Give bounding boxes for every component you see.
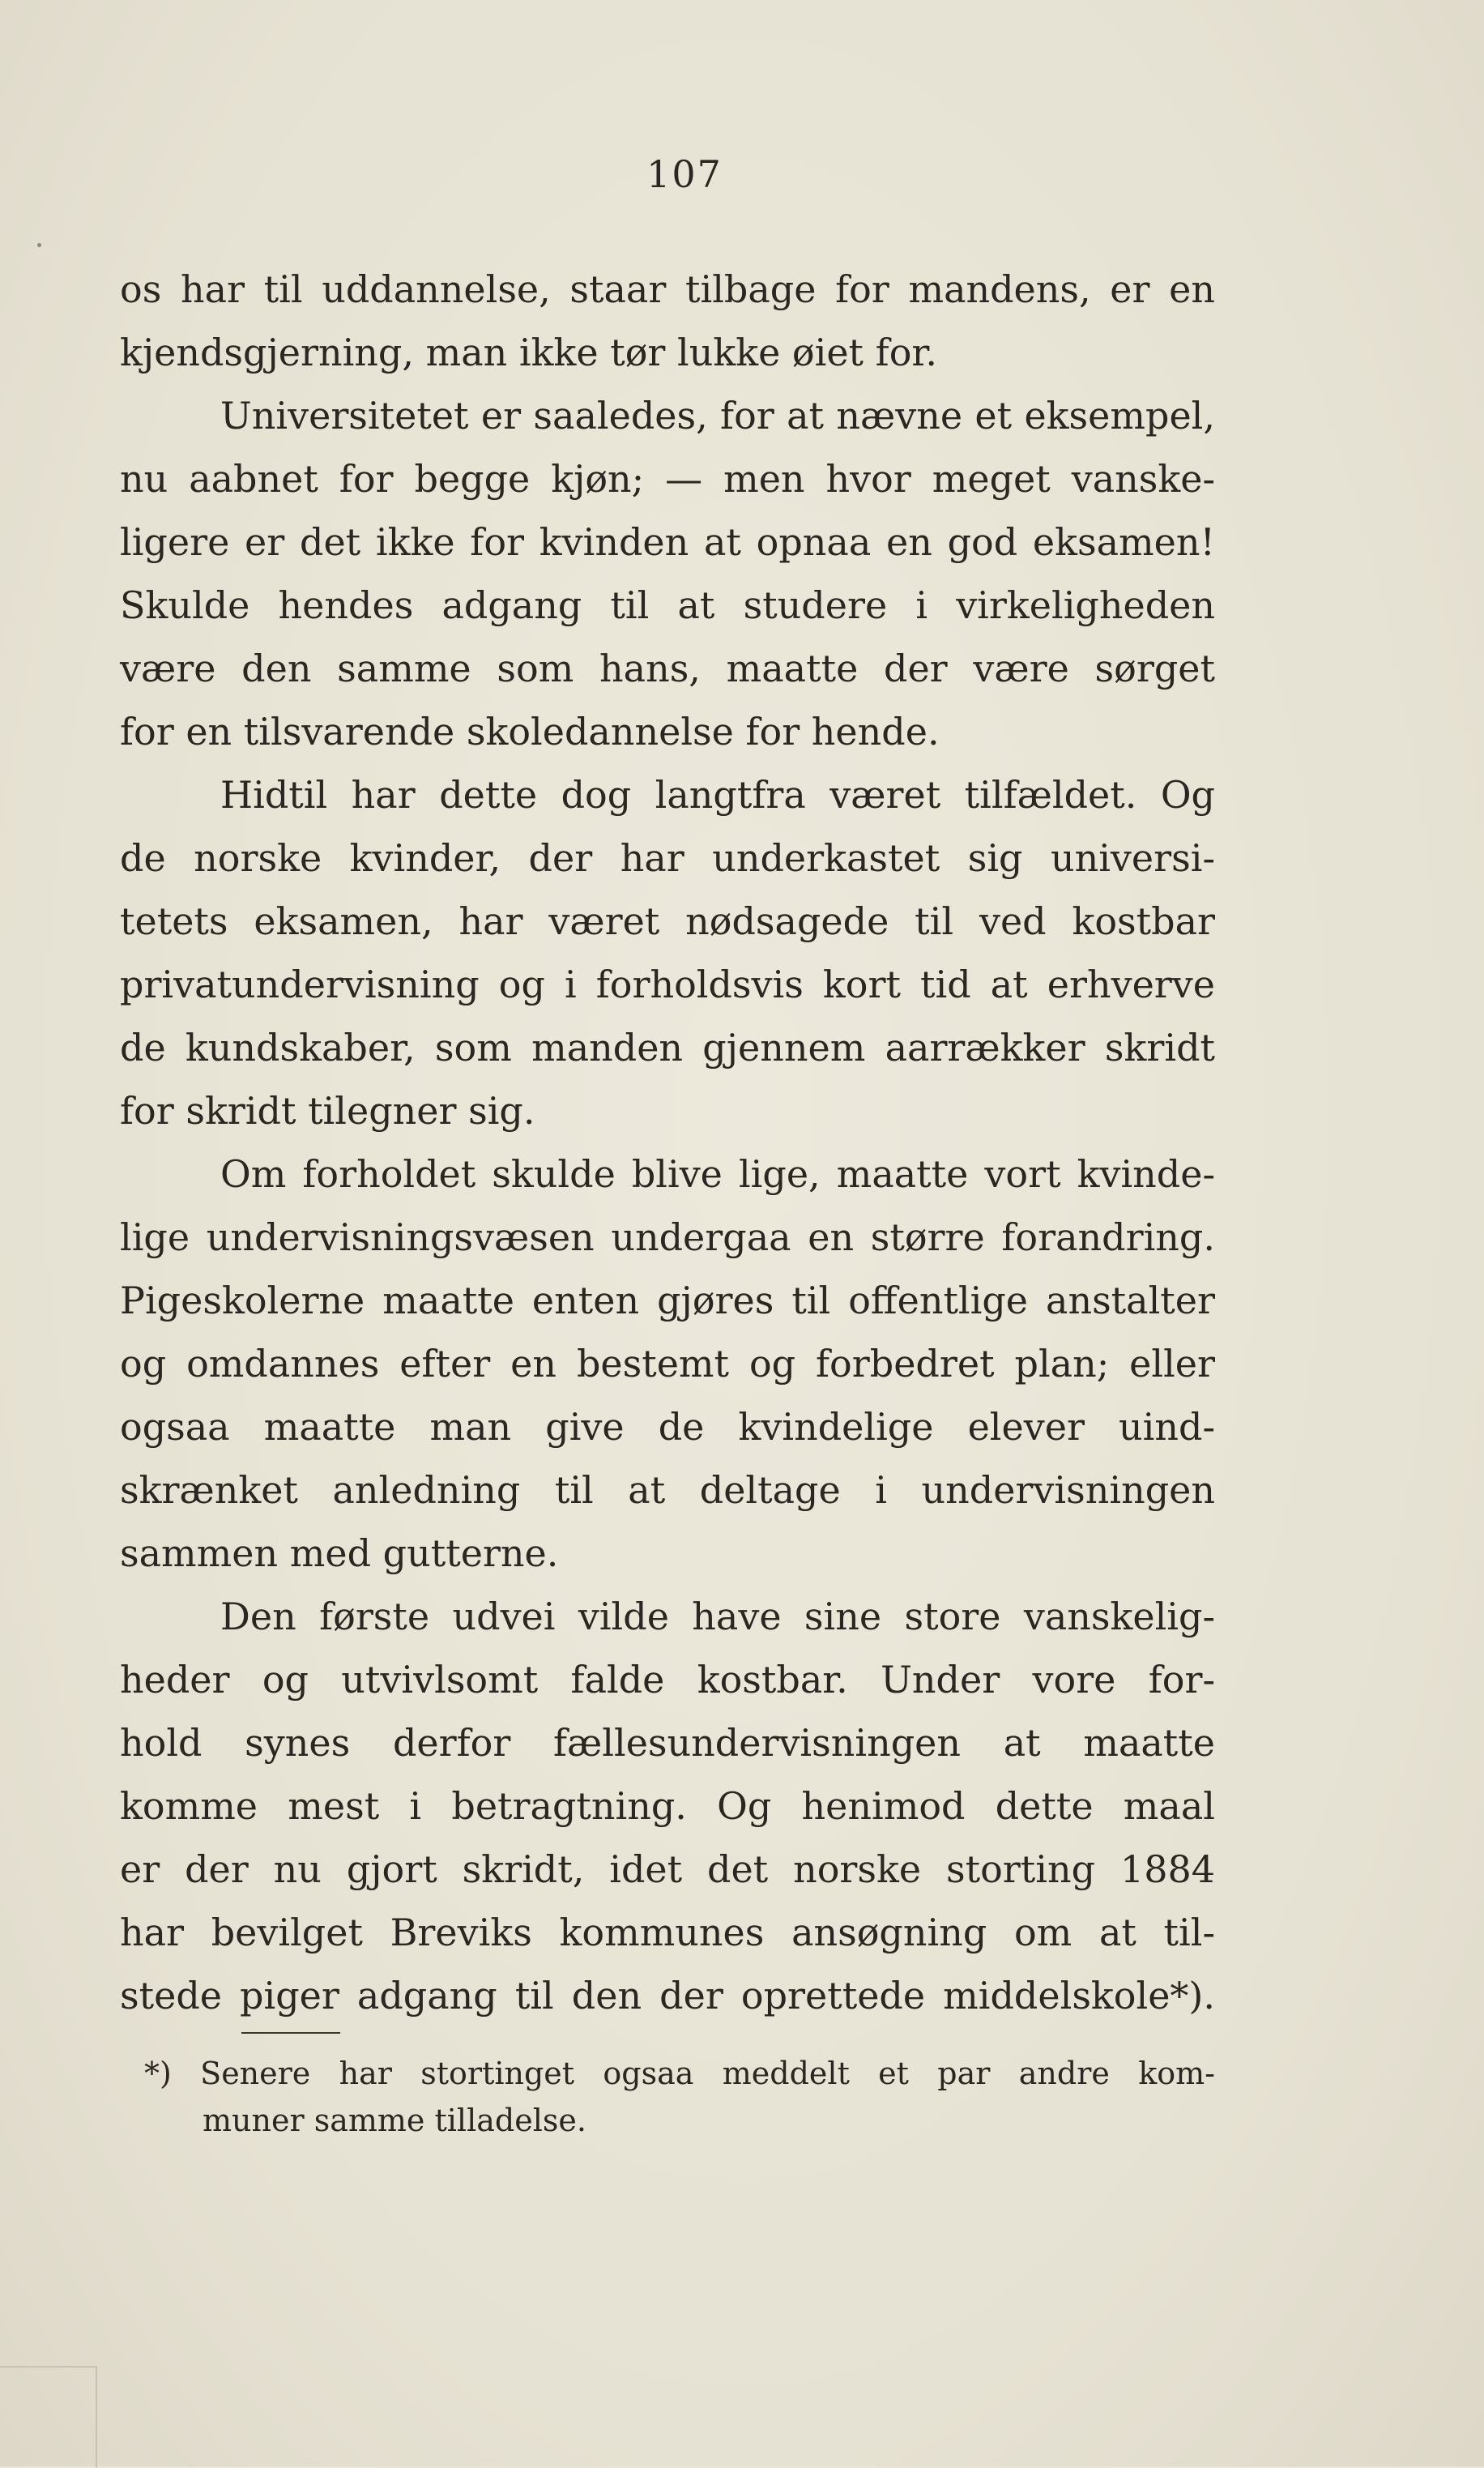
- text-line: Den første udvei vilde have sine store vanskelig-: [220, 1595, 1215, 1638]
- text-line: privatundervisning og i forholdsvis kort tid at erhverve: [120, 963, 1215, 1006]
- text-line: ligere er det ikke for kvinden at opnaa en god eksamen!: [120, 520, 1215, 564]
- text-line: Om forholdet skulde blive lige, maatte vort kvinde-: [220, 1152, 1215, 1196]
- page-corner-mark: [0, 2366, 97, 2468]
- text-line: er der nu gjort skridt, idet det norske storting 1884: [120, 1847, 1215, 1891]
- text-line: for skridt tilegner sig.: [120, 1089, 535, 1133]
- text-line: Hidtil har dette dog langtfra været tilfældet. Og: [220, 773, 1215, 817]
- text-line: være den samme som hans, maatte der være sørget: [120, 647, 1215, 690]
- text-line: nu aabnet for begge kjøn; — men hvor meget vanske-: [120, 457, 1215, 501]
- text-line: sammen med gutterne.: [120, 1531, 559, 1575]
- text-line: lige undervisningsvæsen undergaa en større forandring.: [120, 1215, 1215, 1259]
- text-line: heder og utvivlsomt falde kostbar. Under vore for-: [120, 1658, 1215, 1702]
- text-line: hold synes derfor fællesundervisningen at maatte: [120, 1721, 1215, 1765]
- text-line: de norske kvinder, der har underkastet sig universi-: [120, 836, 1215, 880]
- paper-speck: [37, 243, 41, 247]
- text-line: for en tilsvarende skoledannelse for hende.: [120, 710, 940, 754]
- text-line: skrænket anledning til at deltage i undervisningen: [120, 1468, 1215, 1512]
- body-text: [120, 258, 1215, 2027]
- text-line: Skulde hendes adgang til at studere i virkeligheden: [120, 583, 1215, 627]
- text-line: Universitetet er saaledes, for at nævne et eksempel,: [220, 394, 1215, 438]
- text-line: de kundskaber, som manden gjennem aarrækker skridt: [120, 1026, 1215, 1070]
- text-line: Pigeskolerne maatte enten gjøres til offentlige anstalter: [120, 1279, 1215, 1322]
- text-line: tetets eksamen, har været nødsagede til ved kostbar: [120, 899, 1215, 943]
- footnote: [144, 2050, 1215, 2144]
- text-line: stede piger adgang til den der oprettede middelskole*).: [120, 1974, 1215, 2018]
- text-line: kjendsgjerning, man ikke tør lukke øiet for.: [120, 331, 937, 374]
- footnote-divider: [241, 2032, 340, 2034]
- text-line: komme mest i betragtning. Og henimod dette maal: [120, 1784, 1215, 1828]
- text-line: os har til uddannelse, staar tilbage for mandens, er en: [120, 267, 1215, 311]
- text-line: ogsaa maatte man give de kvindelige elever uind-: [120, 1405, 1215, 1449]
- page-number: 107: [646, 152, 723, 196]
- text-line: har bevilget Breviks kommunes ansøgning om at til-: [120, 1911, 1215, 1954]
- text-line: og omdannes efter en bestemt og forbedret plan; eller: [120, 1342, 1215, 1386]
- footnote-line: muner samme tilladelse.: [203, 2103, 586, 2138]
- footnote-line: *) Senere har stortinget ogsaa meddelt et par andre kom-: [144, 2056, 1215, 2091]
